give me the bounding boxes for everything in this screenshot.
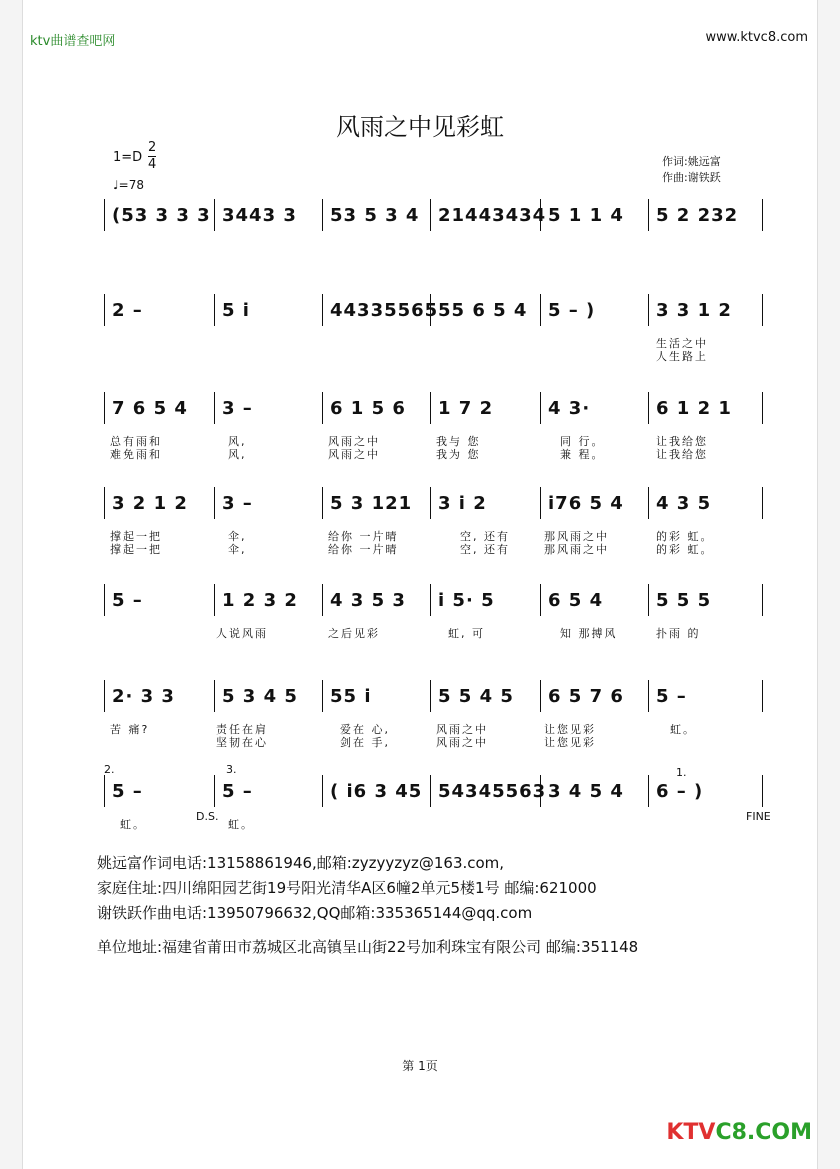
measure-notes: 3443 3 bbox=[222, 205, 297, 226]
bar-line bbox=[214, 680, 215, 712]
composer: 作曲:谢铁跃 bbox=[662, 171, 721, 184]
ds-mark: D.S. bbox=[196, 810, 219, 823]
lyric-line: 撑起一把 bbox=[110, 543, 162, 556]
contact-lyricist: 姚远富作词电话:13158861946,邮箱:zyzyyzyz@163.com, bbox=[97, 854, 505, 872]
lyric-line: 总有雨和 bbox=[110, 435, 162, 448]
lyric-line: 人说风雨 bbox=[216, 627, 268, 640]
bar-line bbox=[430, 775, 431, 807]
measure-notes: 3 i 2 bbox=[438, 493, 487, 514]
measure-notes: 5 5 4 5 bbox=[438, 686, 514, 707]
measure-notes: 5 – bbox=[112, 781, 143, 802]
measure-notes: 6 5 4 bbox=[548, 590, 604, 611]
measure-notes: (53 3 3 3 bbox=[112, 205, 211, 226]
measure-notes: i76 5 4 bbox=[548, 493, 624, 514]
lyric-line: 让我给您 bbox=[656, 448, 708, 461]
lyric-line: 虹。 bbox=[228, 818, 254, 831]
measure-notes: 3 2 1 2 bbox=[112, 493, 188, 514]
measure-notes: 2· 3 3 bbox=[112, 686, 175, 707]
bar-line bbox=[648, 199, 649, 231]
measure-notes: 1 7 2 bbox=[438, 398, 494, 419]
measure-notes: 5 2 232 bbox=[656, 205, 739, 226]
lyric-line: 风雨之中 bbox=[436, 723, 488, 736]
bar-line bbox=[214, 487, 215, 519]
logo-part-a: KTV bbox=[666, 1120, 716, 1145]
site-name[interactable]: ktv曲谱查吧网 bbox=[30, 34, 116, 49]
bar-line bbox=[214, 775, 215, 807]
bar-line bbox=[214, 392, 215, 424]
logo-part-b: C8.COM bbox=[715, 1120, 812, 1145]
measure-notes: i 5· 5 bbox=[438, 590, 495, 611]
bar-line bbox=[430, 487, 431, 519]
song-title: 风雨之中见彩虹 bbox=[336, 113, 504, 141]
lyric-line: 撑起一把 bbox=[110, 530, 162, 543]
lyric-line: 人生路上 bbox=[656, 350, 708, 363]
page-number: 第 1页 bbox=[402, 1059, 438, 1073]
lyric-line: 生活之中 bbox=[656, 337, 708, 350]
bar-line bbox=[104, 392, 105, 424]
lyric-line: 伞, bbox=[228, 530, 247, 543]
measure-notes: 3 – bbox=[222, 398, 253, 419]
bar-line bbox=[430, 584, 431, 616]
measure-notes: 3 4 5 4 bbox=[548, 781, 624, 802]
lyric-line: 我为 您 bbox=[436, 448, 481, 461]
measure-notes: 5 3 121 bbox=[330, 493, 413, 514]
lyric-line: 让您见彩 bbox=[544, 723, 596, 736]
bar-line bbox=[104, 487, 105, 519]
bar-line bbox=[540, 680, 541, 712]
measure-notes: 5 – bbox=[656, 686, 687, 707]
measure-notes: 55 6 5 4 bbox=[438, 300, 528, 321]
measure-notes: 6 1 5 6 bbox=[330, 398, 406, 419]
meter-top: 2 bbox=[148, 140, 157, 155]
lyric-line: 空, 还有 bbox=[460, 530, 510, 543]
bar-line bbox=[762, 680, 763, 712]
site-url[interactable]: www.ktvc8.com bbox=[705, 30, 808, 45]
measure-notes: 5 – bbox=[112, 590, 143, 611]
lyric-line: 风雨之中 bbox=[328, 435, 380, 448]
measure-notes: 6 – ) bbox=[656, 781, 704, 802]
measure-notes: 5 3 4 5 bbox=[222, 686, 298, 707]
bar-line bbox=[762, 775, 763, 807]
lyric-line: 知 那搏风 bbox=[560, 627, 618, 640]
lyric-line: 同 行。 bbox=[560, 435, 605, 448]
bar-line bbox=[214, 294, 215, 326]
lyric-line: 坚韧在心 bbox=[216, 736, 268, 749]
bar-line bbox=[104, 680, 105, 712]
measure-notes: 4 3 5 3 bbox=[330, 590, 406, 611]
lyric-line: 我与 您 bbox=[436, 435, 481, 448]
measure-notes: 6 1 2 1 bbox=[656, 398, 732, 419]
measure-notes: 5 5 5 bbox=[656, 590, 712, 611]
volta-1: 1. bbox=[676, 766, 687, 779]
bar-line bbox=[214, 584, 215, 616]
bar-line bbox=[540, 487, 541, 519]
contact-composer: 谢铁跃作曲电话:13950796632,QQ邮箱:335365144@qq.com bbox=[97, 904, 533, 922]
lyric-line: 让我给您 bbox=[656, 435, 708, 448]
left-margin-strip bbox=[0, 0, 23, 1169]
bar-line bbox=[104, 775, 105, 807]
lyric-line: 虹。 bbox=[670, 723, 696, 736]
lyric-line: 扑雨 的 bbox=[656, 627, 701, 640]
bar-line bbox=[322, 775, 323, 807]
bar-line bbox=[322, 487, 323, 519]
lyric-line: 给你 一片晴 bbox=[328, 530, 399, 543]
bar-line bbox=[762, 584, 763, 616]
lyric-line: 之后见彩 bbox=[328, 627, 380, 640]
measure-notes: 4 3· bbox=[548, 398, 591, 419]
contact-address: 家庭住址:四川绵阳园艺街19号阳光清华A区6幢2单元5楼1号 邮编:621000 bbox=[97, 879, 597, 897]
bar-line bbox=[322, 294, 323, 326]
bar-line bbox=[322, 584, 323, 616]
lyric-line: 的彩 虹。 bbox=[656, 530, 714, 543]
bar-line bbox=[762, 392, 763, 424]
bar-line bbox=[540, 392, 541, 424]
measure-notes: 3 – bbox=[222, 493, 253, 514]
meter-bottom: 4 bbox=[148, 157, 157, 172]
measure-notes: ( i6 3 45 bbox=[330, 781, 423, 802]
lyric-line: 那风雨之中 bbox=[544, 543, 609, 556]
measure-notes: 6 5 7 6 bbox=[548, 686, 624, 707]
measure-notes: 3 3 1 2 bbox=[656, 300, 732, 321]
bar-line bbox=[540, 294, 541, 326]
bar-line bbox=[322, 199, 323, 231]
measure-notes: 44335565 bbox=[330, 300, 439, 321]
site-logo bbox=[666, 1120, 812, 1145]
bar-line bbox=[648, 775, 649, 807]
bar-line bbox=[762, 487, 763, 519]
measure-notes: 5 1 1 4 bbox=[548, 205, 624, 226]
lyric-line: 那风雨之中 bbox=[544, 530, 609, 543]
fine-mark: FINE bbox=[746, 810, 771, 823]
tempo-marking bbox=[113, 178, 144, 192]
bar-line bbox=[214, 199, 215, 231]
bar-line bbox=[430, 199, 431, 231]
measure-notes: 4 3 5 bbox=[656, 493, 712, 514]
measure-notes: 5 – bbox=[222, 781, 253, 802]
lyric-line: 风, bbox=[228, 448, 247, 461]
quarter-note-icon: ♩ bbox=[113, 178, 119, 192]
lyricist: 作词:姚远富 bbox=[662, 155, 721, 168]
bar-line bbox=[540, 584, 541, 616]
measure-notes: 5 i bbox=[222, 300, 250, 321]
measure-notes: 21443434 bbox=[438, 205, 547, 226]
bar-line bbox=[648, 584, 649, 616]
bar-line bbox=[762, 199, 763, 231]
lyric-line: 苦 痛? bbox=[110, 723, 150, 736]
bar-line bbox=[648, 392, 649, 424]
key-signature: 1=D bbox=[113, 150, 143, 165]
lyric-line: 风雨之中 bbox=[328, 448, 380, 461]
bar-line bbox=[430, 392, 431, 424]
bar-line bbox=[648, 487, 649, 519]
lyric-line: 给你 一片晴 bbox=[328, 543, 399, 556]
lyric-line: 虹, 可 bbox=[448, 627, 485, 640]
measure-notes: 1 2 3 2 bbox=[222, 590, 298, 611]
lyric-line: 让您见彩 bbox=[544, 736, 596, 749]
right-margin-strip bbox=[817, 0, 840, 1169]
measure-notes: 54345563 bbox=[438, 781, 547, 802]
bar-line bbox=[322, 392, 323, 424]
lyric-line: 责任在肩 bbox=[216, 723, 268, 736]
lyric-line: 空, 还有 bbox=[460, 543, 510, 556]
bar-line bbox=[648, 294, 649, 326]
measure-notes: 53 5 3 4 bbox=[330, 205, 420, 226]
lyric-line: 伞, bbox=[228, 543, 247, 556]
bar-line bbox=[762, 294, 763, 326]
lyric-line: 爱在 心, bbox=[340, 723, 390, 736]
lyric-line: 的彩 虹。 bbox=[656, 543, 714, 556]
lyric-line: 风雨之中 bbox=[436, 736, 488, 749]
tempo-value: =78 bbox=[118, 178, 144, 192]
measure-notes: 5 – ) bbox=[548, 300, 596, 321]
bar-line bbox=[322, 680, 323, 712]
measure-notes: 2 – bbox=[112, 300, 143, 321]
bar-line bbox=[430, 680, 431, 712]
lyric-line: 风, bbox=[228, 435, 247, 448]
bar-line bbox=[648, 680, 649, 712]
volta-2: 2. bbox=[104, 763, 115, 776]
measure-notes: 55 i bbox=[330, 686, 372, 707]
contact-work-address: 单位地址:福建省莆田市荔城区北高镇呈山街22号加利珠宝有限公司 邮编:351148 bbox=[97, 938, 639, 956]
lyric-line: 兼 程。 bbox=[560, 448, 605, 461]
lyric-line: 剑在 手, bbox=[340, 736, 390, 749]
time-signature bbox=[148, 140, 156, 173]
measure-notes: 7 6 5 4 bbox=[112, 398, 188, 419]
bar-line bbox=[104, 584, 105, 616]
volta-3: 3. bbox=[226, 763, 237, 776]
bar-line bbox=[104, 294, 105, 326]
bar-line bbox=[104, 199, 105, 231]
lyric-line: 难免雨和 bbox=[110, 448, 162, 461]
lyric-line: 虹。 bbox=[120, 818, 146, 831]
